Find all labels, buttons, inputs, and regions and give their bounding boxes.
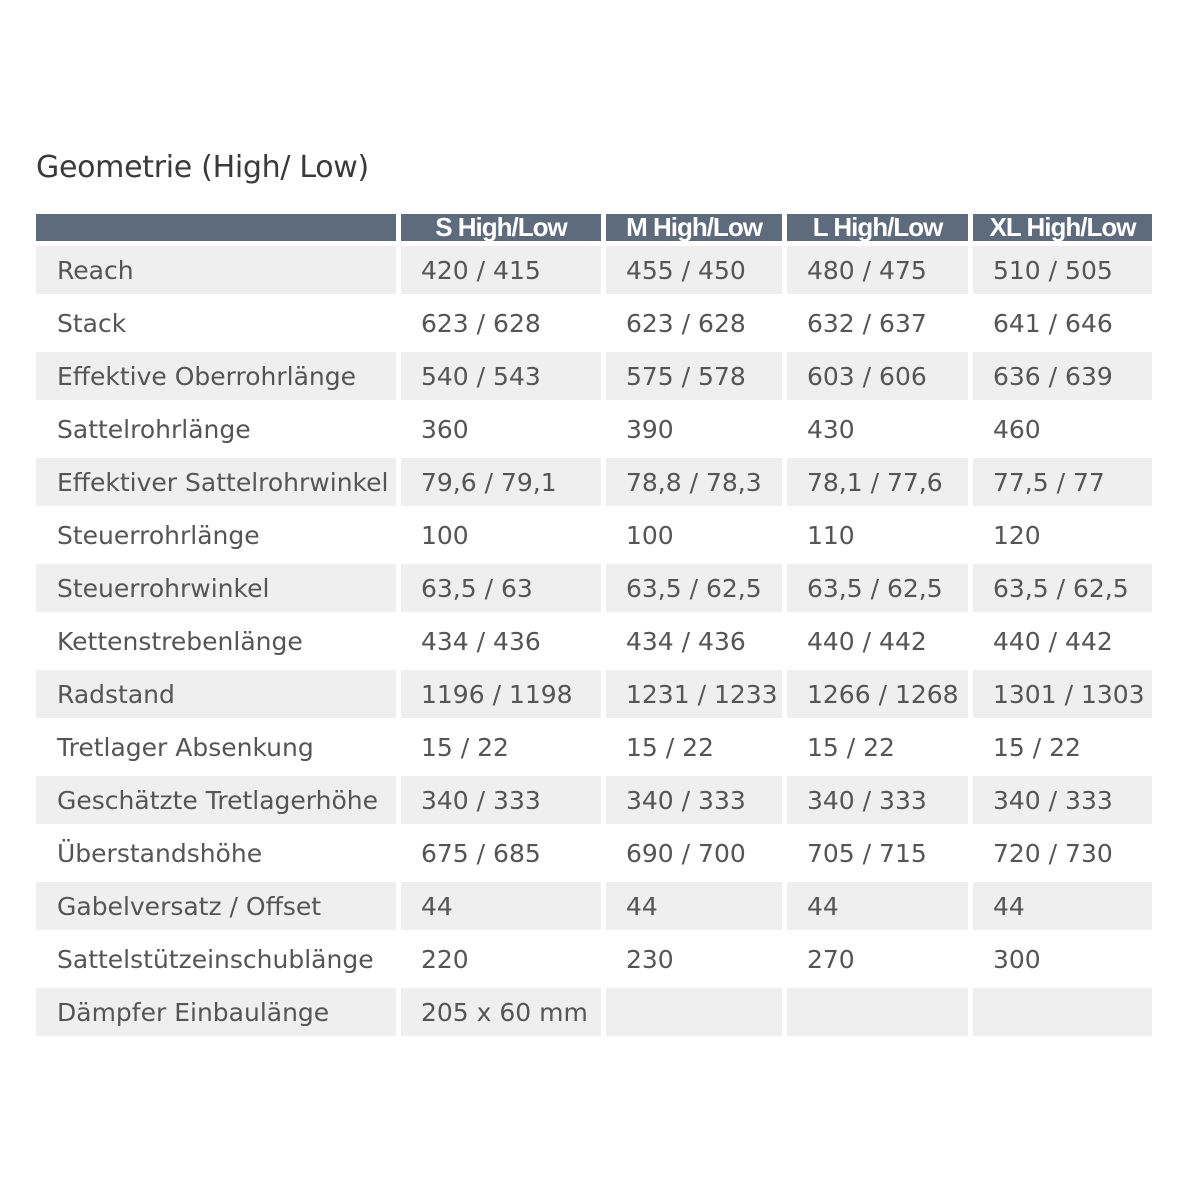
row-label: Steuerrohrwinkel	[36, 564, 396, 612]
row-label: Reach	[36, 246, 396, 294]
table-cell: 63,5 / 62,5	[606, 564, 782, 612]
header-cell-size-l: L High/Low	[787, 214, 968, 241]
table-cell: 63,5 / 62,5	[973, 564, 1152, 612]
row-label: Steuerrohrlänge	[57, 520, 260, 550]
table-row	[36, 246, 1152, 294]
table-cell: 78,8 / 78,3	[606, 458, 782, 506]
table-row	[36, 882, 1152, 930]
table-row	[36, 299, 1152, 347]
table-cell: 100	[421, 520, 469, 550]
table-cell: 340 / 333	[787, 776, 968, 824]
table-cell	[973, 988, 1152, 1036]
row-label: Dämpfer Einbaulänge	[36, 988, 396, 1036]
table-cell: 1266 / 1268	[787, 670, 968, 718]
table-cell: 360	[421, 414, 469, 444]
table-cell: 434 / 436	[421, 626, 541, 656]
table-cell: 340 / 333	[973, 776, 1152, 824]
table-cell: 480 / 475	[787, 246, 968, 294]
page-title: Geometrie (High/ Low)	[36, 150, 369, 185]
header-cell-size-s: S High/Low	[401, 214, 601, 241]
table-cell: 220	[421, 944, 469, 974]
row-label: Stack	[57, 308, 127, 338]
header-cell-empty	[36, 214, 396, 241]
table-cell: 430	[807, 414, 855, 444]
row-label: Tretlager Absenkung	[57, 732, 314, 762]
table-cell	[787, 988, 968, 1036]
table-cell: 63,5 / 63	[401, 564, 601, 612]
table-cell: 540 / 543	[401, 352, 601, 400]
table-cell: 440 / 442	[993, 626, 1113, 656]
table-cell: 455 / 450	[606, 246, 782, 294]
row-label: Radstand	[36, 670, 396, 718]
table-cell: 623 / 628	[421, 308, 541, 338]
row-label: Sattelrohrlänge	[57, 414, 251, 444]
table-cell: 575 / 578	[606, 352, 782, 400]
table-cell: 300	[993, 944, 1041, 974]
row-label: Gabelversatz / Offset	[36, 882, 396, 930]
table-cell: 230	[626, 944, 674, 974]
table-cell: 720 / 730	[993, 838, 1113, 868]
table-cell: 44	[787, 882, 968, 930]
table-cell: 15 / 22	[626, 732, 714, 762]
table-cell: 44	[401, 882, 601, 930]
table-row	[36, 617, 1152, 665]
geometry-table	[31, 209, 1157, 1041]
table-row	[36, 511, 1152, 559]
table-cell: 705 / 715	[807, 838, 927, 868]
table-cell: 110	[807, 520, 855, 550]
table-header-row	[36, 214, 1152, 241]
row-label: Überstandshöhe	[57, 838, 263, 868]
table-cell: 440 / 442	[807, 626, 927, 656]
table-cell: 77,5 / 77	[973, 458, 1152, 506]
table-cell: 1196 / 1198	[401, 670, 601, 718]
table-row	[36, 829, 1152, 877]
table-cell: 603 / 606	[787, 352, 968, 400]
table-cell: 434 / 436	[626, 626, 746, 656]
table-cell: 79,6 / 79,1	[401, 458, 601, 506]
table-row	[36, 564, 1152, 612]
table-cell: 510 / 505	[973, 246, 1152, 294]
row-label: Kettenstrebenlänge	[57, 626, 303, 656]
table-row	[36, 723, 1152, 771]
row-label: Effektiver Sattelrohrwinkel	[36, 458, 396, 506]
table-cell: 120	[993, 520, 1041, 550]
table-row	[36, 352, 1152, 400]
table-row	[36, 935, 1152, 983]
table-cell: 100	[626, 520, 674, 550]
table-cell: 63,5 / 62,5	[787, 564, 968, 612]
table-cell: 205 x 60 mm	[401, 988, 601, 1036]
row-label: Sattelstützeinschublänge	[57, 944, 374, 974]
table-row	[36, 458, 1152, 506]
table-cell: 44	[973, 882, 1152, 930]
table-cell: 270	[807, 944, 855, 974]
table-cell: 1301 / 1303	[973, 670, 1152, 718]
table-body	[36, 246, 1152, 1036]
table-cell: 1231 / 1233	[606, 670, 782, 718]
table-row	[36, 670, 1152, 718]
table-cell: 623 / 628	[626, 308, 746, 338]
header-cell-size-xl: XL High/Low	[973, 214, 1152, 241]
table-cell: 340 / 333	[606, 776, 782, 824]
table-cell: 15 / 22	[993, 732, 1081, 762]
table-row	[36, 988, 1152, 1036]
table-cell: 460	[993, 414, 1041, 444]
row-label: Effektive Oberrohrlänge	[36, 352, 396, 400]
table-cell	[606, 988, 782, 1036]
table-row	[36, 405, 1152, 453]
table-cell: 690 / 700	[626, 838, 746, 868]
table-cell: 78,1 / 77,6	[787, 458, 968, 506]
table-row	[36, 776, 1152, 824]
table-cell: 675 / 685	[421, 838, 541, 868]
header-cell-size-m: M High/Low	[606, 214, 782, 241]
table-cell: 15 / 22	[807, 732, 895, 762]
table-cell: 641 / 646	[993, 308, 1113, 338]
table-cell: 44	[606, 882, 782, 930]
table-cell: 340 / 333	[401, 776, 601, 824]
table-cell: 15 / 22	[421, 732, 509, 762]
table-cell: 420 / 415	[401, 246, 601, 294]
row-label: Geschätzte Tretlagerhöhe	[36, 776, 396, 824]
table-cell: 390	[626, 414, 674, 444]
table-cell: 632 / 637	[807, 308, 927, 338]
table-cell: 636 / 639	[973, 352, 1152, 400]
